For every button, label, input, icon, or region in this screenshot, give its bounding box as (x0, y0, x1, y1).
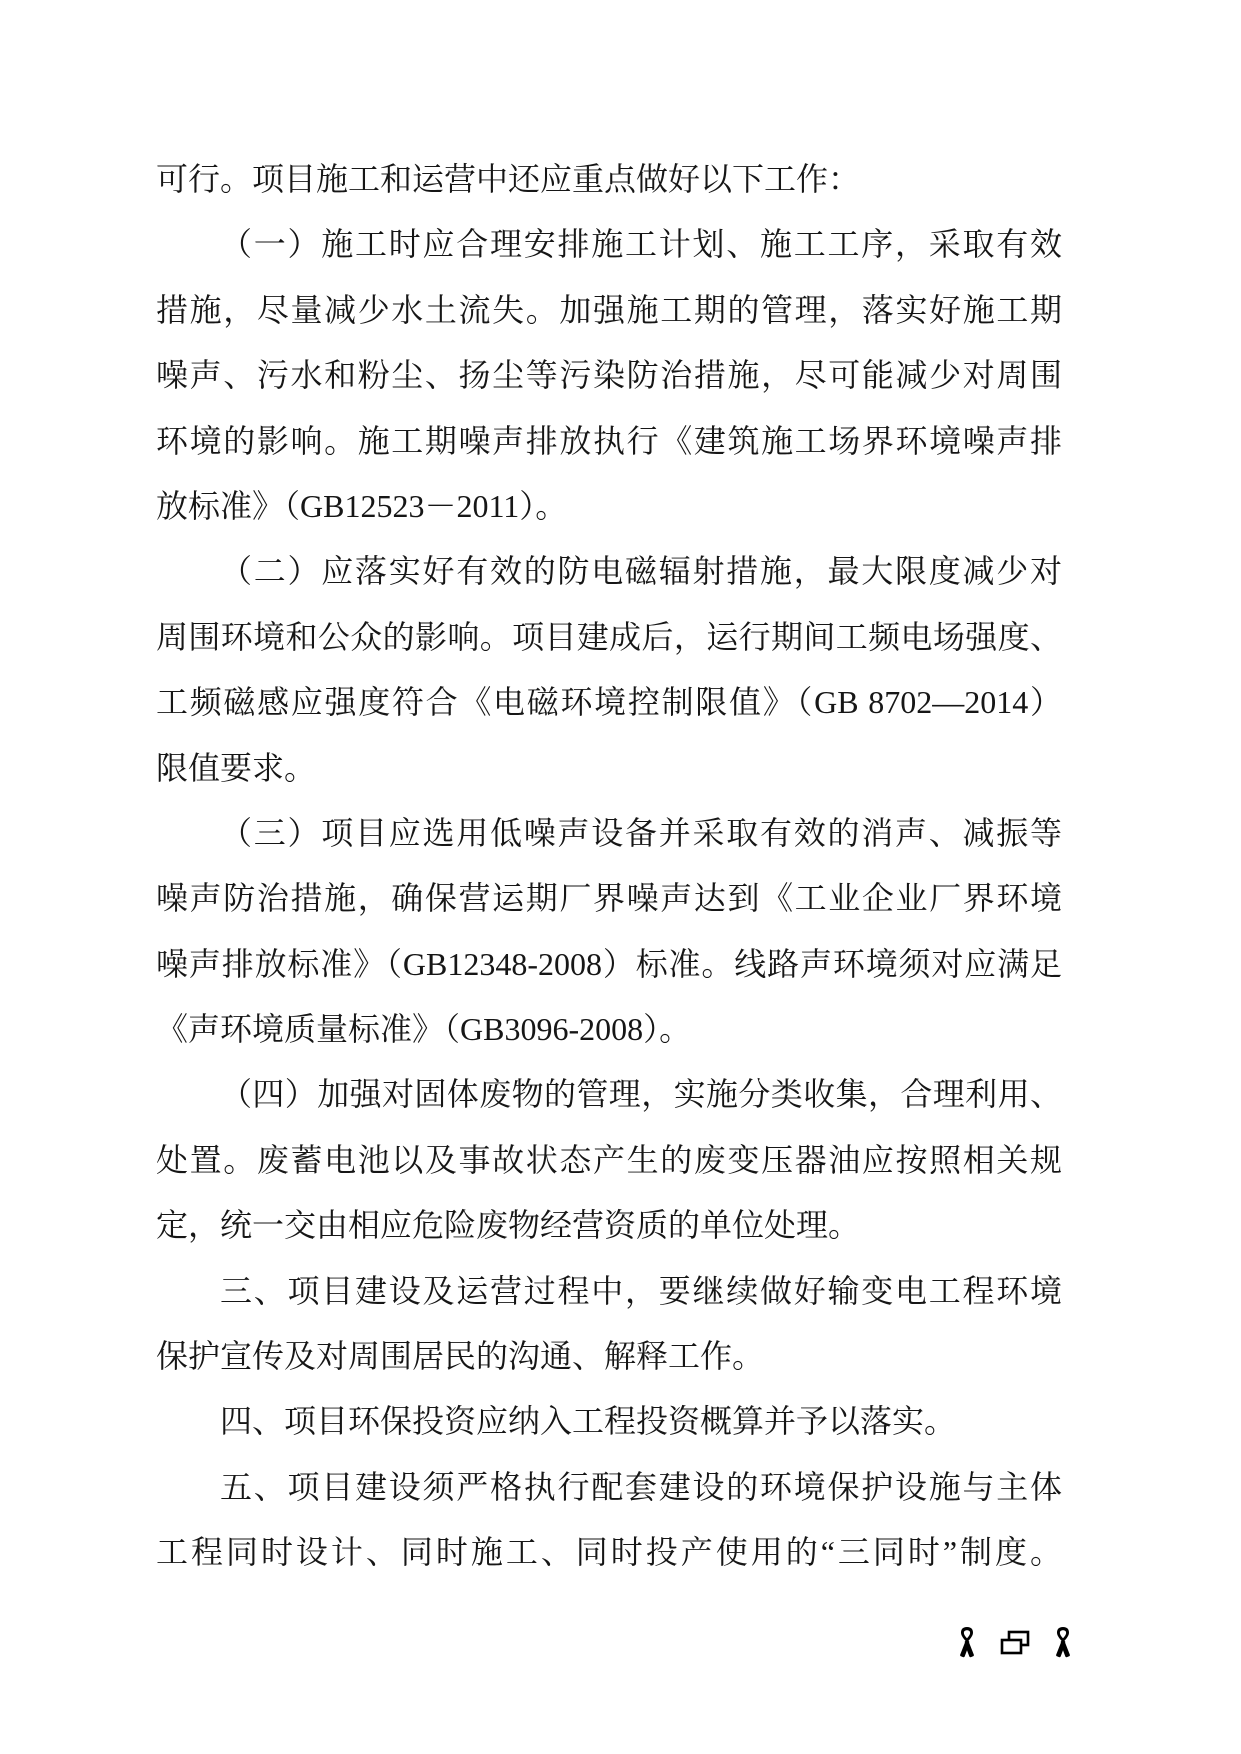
text-line: 放标准》（GB12523－2011）。 (156, 487, 568, 524)
ribbon-icon[interactable] (956, 1626, 978, 1660)
text-line: 工频磁感应强度符合《电磁环境控制限值》（GB 8702—2014） (156, 684, 1062, 721)
text-line: 工程同时设计、同时施工、同时投产使用的“三同时”制度。 (156, 1534, 1062, 1571)
overlapping-windows-icon[interactable] (999, 1629, 1031, 1657)
text-line: （三）项目应选用低噪声设备并采取有效的消声、减振等 (220, 814, 1062, 851)
text-line: 噪声排放标准》（GB12348-2008）标准。线路声环境须对应满足 (156, 945, 1062, 982)
text-line: 处置。废蓄电池以及事故状态产生的废变压器油应按照相关规 (156, 1141, 1062, 1178)
viewer-footer-toolbar (956, 1626, 1074, 1660)
text-line: 《声环境质量标准》（GB3096-2008）。 (156, 1011, 692, 1048)
text-line: 周围环境和公众的影响。项目建成后，运行期间工频电场强度、 (156, 618, 1062, 655)
text-line: （四）加强对固体废物的管理，实施分类收集，合理利用、 (220, 1076, 1062, 1113)
text-line: 三、项目建设及运营过程中，要继续做好输变电工程环境 (220, 1272, 1062, 1309)
text-line: 可行。项目施工和运营中还应重点做好以下工作： (156, 161, 861, 197)
text-line: （一）施工时应合理安排施工计划、施工工序，采取有效 (220, 226, 1062, 263)
text-line: 定，统一交由相应危险废物经营资质的单位处理。 (156, 1207, 861, 1244)
text-line: 噪声防治措施，确保营运期厂界噪声达到《工业企业厂界环境 (156, 880, 1062, 917)
text-line: 环境的影响。施工期噪声排放执行《建筑施工场界环境噪声排 (156, 422, 1062, 459)
text-line: 保护宣传及对周围居民的沟通、解释工作。 (156, 1338, 765, 1375)
text-line: 噪声、污水和粉尘、扬尘等污染防治措施，尽可能减少对周围 (156, 357, 1062, 394)
document-text-block (156, 147, 1062, 1586)
text-line: 限值要求。 (156, 749, 317, 786)
text-line: 四、项目环保投资应纳入工程投资概算并予以落实。 (220, 1403, 957, 1440)
ribbon-icon[interactable] (1052, 1626, 1074, 1660)
text-line: 措施，尽量减少水土流失。加强施工期的管理，落实好施工期 (156, 291, 1062, 328)
text-line: （二）应落实好有效的防电磁辐射措施，最大限度减少对 (220, 553, 1062, 590)
text-line: 五、项目建设须严格执行配套建设的环境保护设施与主体 (220, 1468, 1062, 1505)
